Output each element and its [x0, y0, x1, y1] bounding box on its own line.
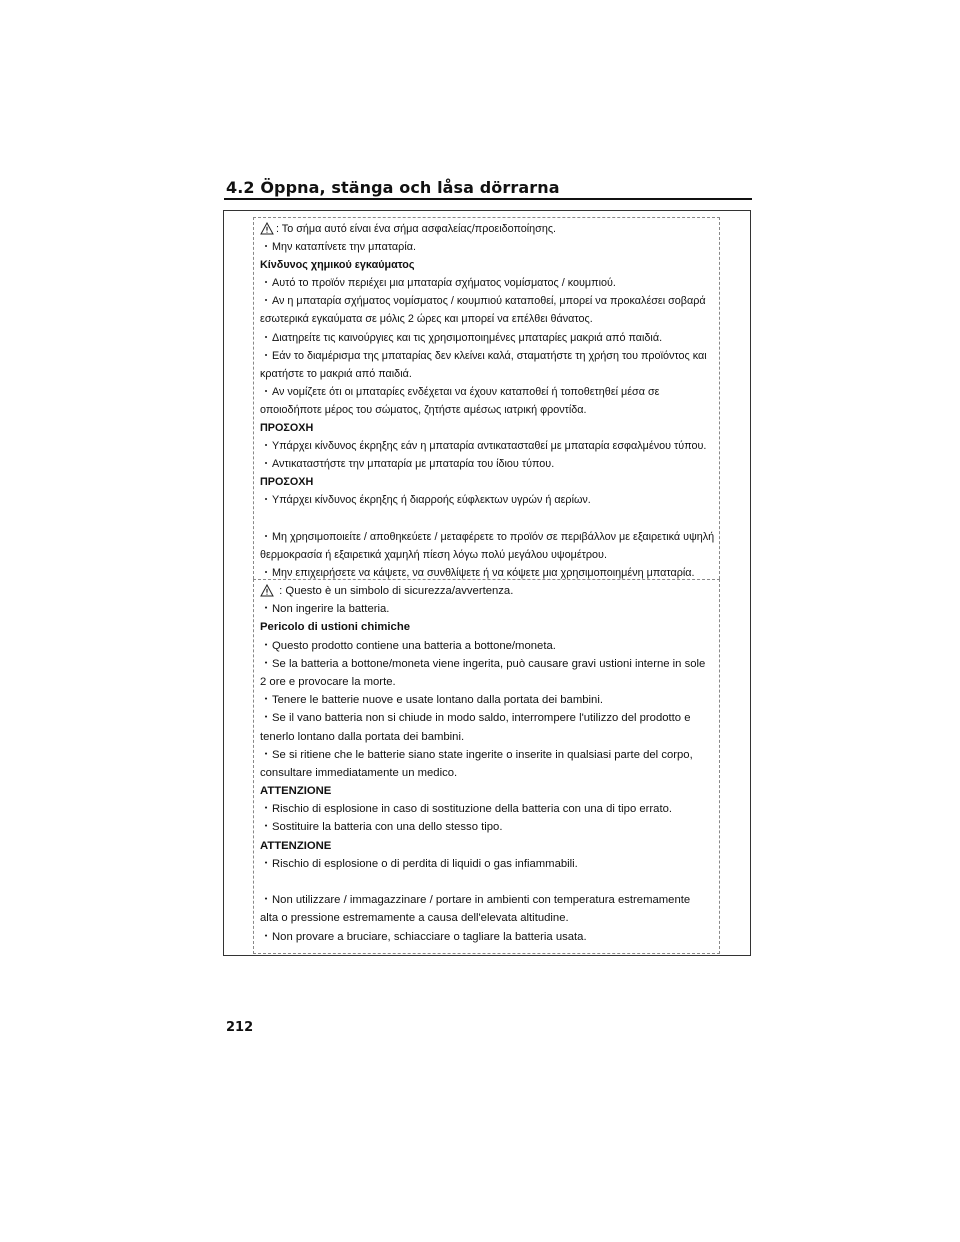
warning-text-line — [260, 709, 720, 727]
spacer — [260, 873, 720, 891]
warning-text-line — [260, 491, 720, 509]
line-text: : Questo è un simbolo di sicurezza/avvertenza. — [276, 585, 514, 597]
warning-text-line — [260, 928, 720, 946]
line-text: Pericolo di ustioni chimiche — [260, 621, 411, 634]
bullet-marker: ・ — [260, 694, 272, 707]
line-text: Non provare a bruciare, schiacciare o tagliare la batteria usata. — [272, 930, 587, 943]
line-text: alta o pressione estremamente a causa dell'elevata altitudine. — [260, 912, 569, 925]
line-text: Rischio di esplosione o di perdita di liquidi o gas infiammabili. — [272, 857, 578, 870]
bullet-marker: ・ — [260, 657, 272, 670]
warning-text-line — [260, 365, 720, 383]
warning-text-line — [260, 564, 720, 582]
warning-text-line — [260, 746, 720, 764]
warning-text-line — [260, 691, 720, 709]
warning-text-line — [260, 329, 720, 347]
line-text: Se il vano batteria non si chiude in modo saldo, interrompere l'utilizzo del prodotto e — [272, 712, 691, 725]
warning-text-line — [260, 546, 720, 564]
line-text: tenerlo lontano dalla portata dei bambini. — [260, 730, 465, 743]
warning-text-line — [260, 310, 720, 328]
line-text: Υπάρχει κίνδυνος έκρηξης εάν η μπαταρία αντικατασταθεί με μπαταρία εσφαλμένου τύπου. — [272, 440, 707, 453]
bullet-marker: ・ — [260, 277, 272, 290]
bullet-marker: ・ — [260, 349, 272, 362]
bullet-marker: ・ — [260, 712, 272, 725]
bullet-marker: ・ — [260, 566, 272, 579]
bullet-marker: ・ — [260, 930, 272, 943]
bullet-marker: ・ — [260, 440, 272, 453]
bullet-marker: ・ — [260, 894, 272, 907]
warning-heading — [260, 837, 720, 855]
warning-heading — [260, 618, 720, 636]
warning-triangle-icon — [260, 584, 274, 597]
title-rule — [224, 198, 752, 200]
line-text: Κίνδυνος χημικού εγκαύματος — [260, 259, 415, 272]
warning-heading — [260, 419, 720, 437]
greek-text-block — [260, 220, 720, 582]
bullet-marker: ・ — [260, 821, 272, 834]
line-text: Μην καταπίνετε την μπαταρία. — [272, 241, 416, 254]
warning-text-line — [260, 637, 720, 655]
bullet-marker: ・ — [260, 458, 272, 471]
warning-text-line — [260, 347, 720, 365]
line-text: Non utilizzare / immagazzinare / portare in ambienti con temperatura estremamente — [272, 894, 691, 907]
line-text: ATTENZIONE — [260, 785, 332, 798]
warning-heading — [260, 782, 720, 800]
bullet-marker: ・ — [260, 748, 272, 761]
line-text: ΠΡΟΣΟΧΗ — [260, 422, 314, 435]
line-text: ΠΡΟΣΟΧΗ — [260, 476, 314, 489]
warning-heading — [260, 473, 720, 491]
warning-text-line — [260, 383, 720, 401]
warning-text-line — [260, 818, 720, 836]
warning-text-line — [260, 891, 720, 909]
line-text: Non ingerire la batteria. — [272, 603, 390, 616]
line-text: Αυτό το προϊόν περιέχει μια μπαταρία σχήματος νομίσματος / κουμπιού. — [272, 277, 616, 290]
warning-text-line — [260, 292, 720, 310]
line-text: Tenere le batterie nuove e usate lontano dalla portata dei bambini. — [272, 694, 603, 707]
bullet-marker: ・ — [260, 603, 272, 616]
bullet-marker: ・ — [260, 639, 272, 652]
bullet-marker: ・ — [260, 803, 272, 816]
warning-triangle-icon — [260, 222, 274, 235]
warning-text-line — [260, 437, 720, 455]
warning-text-line — [260, 728, 720, 746]
line-text: 2 ore e provocare la morte. — [260, 675, 396, 688]
line-text: Se si ritiene che le batterie siano state ingerite o inserite in qualsiasi parte del corpo, — [272, 748, 693, 761]
line-text: Μη χρησιμοποιείτε / αποθηκεύετε / μεταφέρετε το προϊόν σε περιβάλλον με εξαιρετικά υψηλή — [272, 530, 715, 543]
bullet-marker: ・ — [260, 494, 272, 507]
line-text: Sostituire la batteria con una dello stesso tipo. — [272, 821, 503, 834]
bullet-marker: ・ — [260, 241, 272, 254]
warning-text-line — [260, 855, 720, 873]
line-text: Rischio di esplosione in caso di sostituzione della batteria con una di tipo errato. — [272, 803, 673, 816]
warning-text-line — [260, 238, 720, 256]
page-number: 212 — [226, 1020, 254, 1035]
section-title: 4.2 Öppna, stänga och låsa dörrarna — [226, 178, 560, 197]
warning-text-line — [260, 401, 720, 419]
warning-text-line — [260, 655, 720, 673]
warning-text-line — [260, 582, 720, 600]
warning-text-line — [260, 528, 720, 546]
line-text: consultare immediatamente un medico. — [260, 766, 458, 779]
warning-text-line — [260, 600, 720, 618]
warning-text-line — [260, 764, 720, 782]
line-text: Αν νομίζετε ότι οι μπαταρίες ενδέχεται να έχουν καταποθεί ή τοποθετηθεί μέσα σε — [272, 385, 660, 398]
bullet-marker: ・ — [260, 331, 272, 344]
bullet-marker: ・ — [260, 295, 272, 308]
line-text: Διατηρείτε τις καινούργιες και τις χρησιμοποιημένες μπαταρίες μακριά από παιδιά. — [272, 331, 663, 344]
warning-text-line — [260, 274, 720, 292]
warning-text-line — [260, 909, 720, 927]
bullet-marker: ・ — [260, 385, 272, 398]
spacer — [260, 510, 720, 528]
line-text: εσωτερικά εγκαύματα σε μόλις 2 ώρες και μπορεί να επέλθει θάνατος. — [260, 313, 593, 326]
line-text: Se la batteria a bottone/moneta viene ingerita, può causare gravi ustioni interne in sole — [272, 657, 706, 670]
line-text: Μην επιχειρήσετε να κάψετε, να συνθλίψετε ή να κόψετε μια χρησιμοποιημένη μπαταρία. — [272, 566, 695, 579]
warning-text-line — [260, 455, 720, 473]
warning-text-line — [260, 673, 720, 691]
warning-text-line — [260, 800, 720, 818]
line-text: κρατήστε το μακριά από παιδιά. — [260, 367, 412, 380]
warning-text-line — [260, 220, 720, 238]
warning-heading — [260, 256, 720, 274]
line-text: Υπάρχει κίνδυνος έκρηξης ή διαρροής εύφλεκτων υγρών ή αερίων. — [272, 494, 591, 507]
line-text: Questo prodotto contiene una batteria a bottone/moneta. — [272, 639, 556, 652]
line-text: θερμοκρασία ή εξαιρετικά χαμηλή πίεση λόγω πολύ μεγάλου υψομέτρου. — [260, 548, 607, 561]
bullet-marker: ・ — [260, 530, 272, 543]
bullet-marker: ・ — [260, 857, 272, 870]
line-text: Εάν το διαμέρισμα της μπαταρίας δεν κλείνει καλά, σταματήστε τη χρήση του προϊόντος και — [272, 349, 707, 362]
line-text: ATTENZIONE — [260, 839, 332, 852]
line-text: οποιοδήποτε μέρος του σώματος, ζητήστε αμέσως ιατρική φροντίδα. — [260, 403, 587, 416]
line-text: : Το σήμα αυτό είναι ένα σήμα ασφαλείας/προειδοποίησης. — [276, 223, 557, 235]
line-text: Αντικαταστήστε την μπαταρία με μπαταρία του ίδιου τύπου. — [272, 458, 555, 471]
italian-text-block — [260, 582, 720, 946]
line-text: Αν η μπαταρία σχήματος νομίσματος / κουμπιού καταποθεί, μπορεί να προκαλέσει σοβαρά — [272, 295, 706, 308]
